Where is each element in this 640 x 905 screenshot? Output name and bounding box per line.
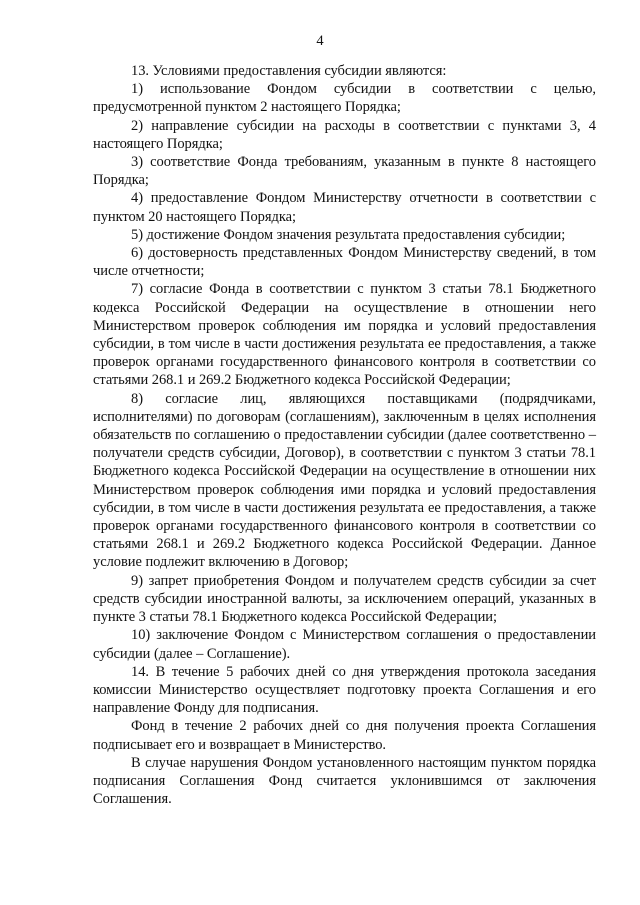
condition-3: 3) соответствие Фонда требованиям, указанным в пункте 8 настоящего Порядка; bbox=[93, 154, 596, 189]
paragraph-14-violation: В случае нарушения Фондом установленного настоящим пунктом порядка подписания Соглашения Фонд считается уклонившимся от заключения Соглашения. bbox=[93, 754, 596, 808]
condition-10: 10) заключение Фондом с Министерством соглашения о предоставлении субсидии (далее – Соглашение). bbox=[93, 627, 596, 662]
condition-9: 9) запрет приобретения Фондом и получателем средств субсидии за счет средств субсидии иностранной валюты, за исключением операций, указанных в пункте 3 статьи 78.1 Бюджетного кодекса Российской Федерации; bbox=[93, 572, 596, 626]
document-body bbox=[93, 62, 596, 808]
condition-2: 2) направление субсидии на расходы в соответствии с пунктами 3, 4 настоящего Порядка; bbox=[93, 117, 596, 152]
condition-8: 8) согласие лиц, являющихся поставщиками (подрядчиками, исполнителями) по договорам (соглашениям), заключенным в целях исполнения обязательств по соглашению о предоставлении субсидии (далее соответственно – получатели средств субсидии, Договор), в соответствии с пунктом 3 статьи 78.1 Бюджетного кодекса Российской Федерации на осуществление в отношении них Министерством проверок соблюдения ими порядка и условий предоставления субсидии, в том числе в части достижения результата ее предоставления, а также проверок органами государственного финансового контроля в соответствии со статьями 268.1 и 269.2 Бюджетного кодекса Российской Федерации. Данное условие подлежит включению в Договор; bbox=[93, 390, 596, 571]
paragraph-13-header: 13. Условиями предоставления субсидии являются: bbox=[131, 63, 447, 79]
paragraph-14-signing: Фонд в течение 2 рабочих дней со дня получения проекта Соглашения подписывает его и возвращает в Министерство. bbox=[93, 718, 596, 753]
condition-6: 6) достоверность представленных Фондом Министерству сведений, в том числе отчетности; bbox=[93, 245, 596, 280]
condition-4: 4) предоставление Фондом Министерству отчетности в соответствии с пунктом 20 настоящего Порядка; bbox=[93, 190, 596, 225]
condition-1: 1) использование Фондом субсидии в соответствии с целью, предусмотренной пунктом 2 настоящего Порядка; bbox=[93, 81, 596, 116]
condition-5: 5) достижение Фондом значения результата предоставления субсидии; bbox=[131, 226, 566, 243]
paragraph-14: 14. В течение 5 рабочих дней со дня утверждения протокола заседания комиссии Министерство осуществляет подготовку проекта Соглашения и его направление Фонду для подписания. bbox=[93, 663, 596, 717]
page-number: 4 bbox=[316, 33, 324, 49]
condition-7: 7) согласие Фонда в соответствии с пунктом 3 статьи 78.1 Бюджетного кодекса Российской Федерации на осуществление в отношении него Министерством проверок соблюдения им порядка и условий предоставления субсидии, в том числе в части достижения результата ее предоставления, а также проверок органами государственного финансового контроля в соответствии со статьями 268.1 и 269.2 Бюджетного кодекса Российской Федерации; bbox=[93, 281, 596, 389]
